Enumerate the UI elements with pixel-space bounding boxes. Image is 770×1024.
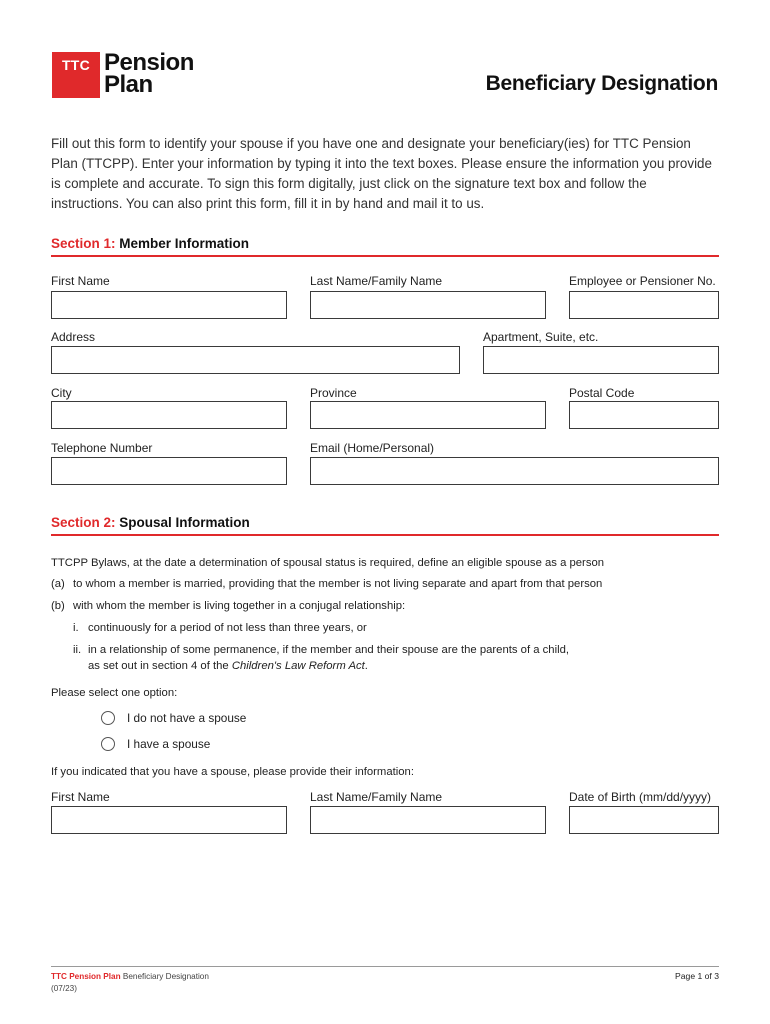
employee-no-field[interactable]: [569, 291, 719, 319]
clause-b-text: with whom the member is living together in a conjugal relationship:: [73, 600, 406, 612]
option-spouse-label[interactable]: I have a spouse: [127, 737, 211, 751]
section-2-number: Section 2:: [51, 515, 116, 530]
clause-ii-text: [88, 642, 569, 674]
clause-ii-line-2: as set out in section 4 of the Children's Law Reform Act.: [88, 660, 368, 672]
section-1-divider: [51, 255, 719, 257]
radio-no-spouse[interactable]: [101, 711, 115, 725]
option-spouse[interactable]: [101, 737, 210, 751]
clause-ii-line-1: in a relationship of some permanence, if the member and their spouse are the parents of a child,: [88, 644, 570, 656]
email-field[interactable]: [310, 457, 719, 485]
first-name-label: First Name: [51, 274, 110, 288]
footer-doc-name: Beneficiary Designation: [120, 972, 209, 981]
postal-code-field[interactable]: [569, 401, 719, 429]
bylaws-intro: TTCPP Bylaws, at the date a determination of spousal status is required, define an eligible spouse as a person: [51, 557, 605, 569]
footer-document-info: [51, 971, 209, 995]
city-label: City: [51, 386, 72, 400]
clause-ii-marker: ii.: [73, 644, 82, 656]
clause-i-marker: i.: [73, 622, 79, 634]
ttc-pension-plan-logo: [52, 49, 194, 98]
clause-a-text: to whom a member is married, providing that the member is not living separate and apart from that person: [73, 578, 603, 590]
section-2-title: Spousal Information: [119, 515, 250, 530]
section-1-number: Section 1:: [51, 236, 116, 251]
address-field[interactable]: [51, 346, 460, 374]
postal-code-label: Postal Code: [569, 386, 635, 400]
logo-box: TTC: [52, 52, 100, 98]
spouse-first-name-label: First Name: [51, 790, 110, 804]
footer-revision: (07/23): [51, 984, 77, 993]
first-name-field[interactable]: [51, 291, 287, 319]
intro-paragraph: Fill out this form to identify your spouse if you have one and designate your beneficiary(ies) for TTC Pension Plan (TTCPP). Enter your information by typing it into the text boxes. Please ensure the information you provide is complete and accurate. To sign this form digitally, just click on the signature text box and follow the instructions. You can also print this form, fill it in by hand and mail it to us.: [51, 136, 712, 211]
spouse-dob-label: Date of Birth (mm/dd/yyyy): [569, 790, 712, 804]
section-1-heading: [51, 236, 249, 251]
section-2-heading: [51, 515, 250, 530]
spouse-last-name-label: Last Name/Family Name: [310, 790, 443, 804]
page-number: Page 1 of 3: [675, 971, 719, 981]
option-no-spouse[interactable]: [101, 711, 246, 725]
employee-no-label: Employee or Pensioner No.: [569, 274, 716, 288]
spouse-last-name-field[interactable]: [310, 806, 546, 834]
section-1-title: Member Information: [119, 236, 250, 251]
city-field[interactable]: [51, 401, 287, 429]
last-name-field[interactable]: [310, 291, 546, 319]
radio-spouse[interactable]: [101, 737, 115, 751]
spouse-first-name-field[interactable]: [51, 806, 287, 834]
last-name-label: Last Name/Family Name: [310, 274, 443, 288]
footer-brand: TTC Pension Plan: [51, 972, 121, 981]
spouse-dob-field[interactable]: [569, 806, 719, 834]
spouse-info-prompt: If you indicated that you have a spouse, please provide their information:: [51, 766, 414, 778]
address-label: Address: [51, 330, 96, 344]
telephone-field[interactable]: [51, 457, 287, 485]
clause-i-text: continuously for a period of not less than three years, or: [88, 622, 367, 634]
telephone-label: Telephone Number: [51, 441, 153, 455]
logo-wordmark: [104, 49, 194, 98]
footer-divider: [51, 966, 719, 967]
clause-b-marker: (b): [51, 600, 65, 612]
section-2-divider: [51, 534, 719, 536]
clause-a-marker: (a): [51, 578, 65, 590]
logo-line-2: Plan: [104, 71, 153, 98]
select-option-prompt: Please select one option:: [51, 687, 178, 699]
province-label: Province: [310, 386, 357, 400]
option-no-spouse-label[interactable]: I do not have a spouse: [127, 711, 247, 725]
province-field[interactable]: [310, 401, 546, 429]
logo-line-1: Pension: [104, 49, 194, 76]
apartment-label: Apartment, Suite, etc.: [483, 330, 599, 344]
act-name: Children's Law Reform Act: [231, 660, 365, 672]
email-label: Email (Home/Personal): [310, 441, 435, 455]
page-title: Beneficiary Designation: [485, 72, 718, 95]
apartment-field[interactable]: [483, 346, 719, 374]
